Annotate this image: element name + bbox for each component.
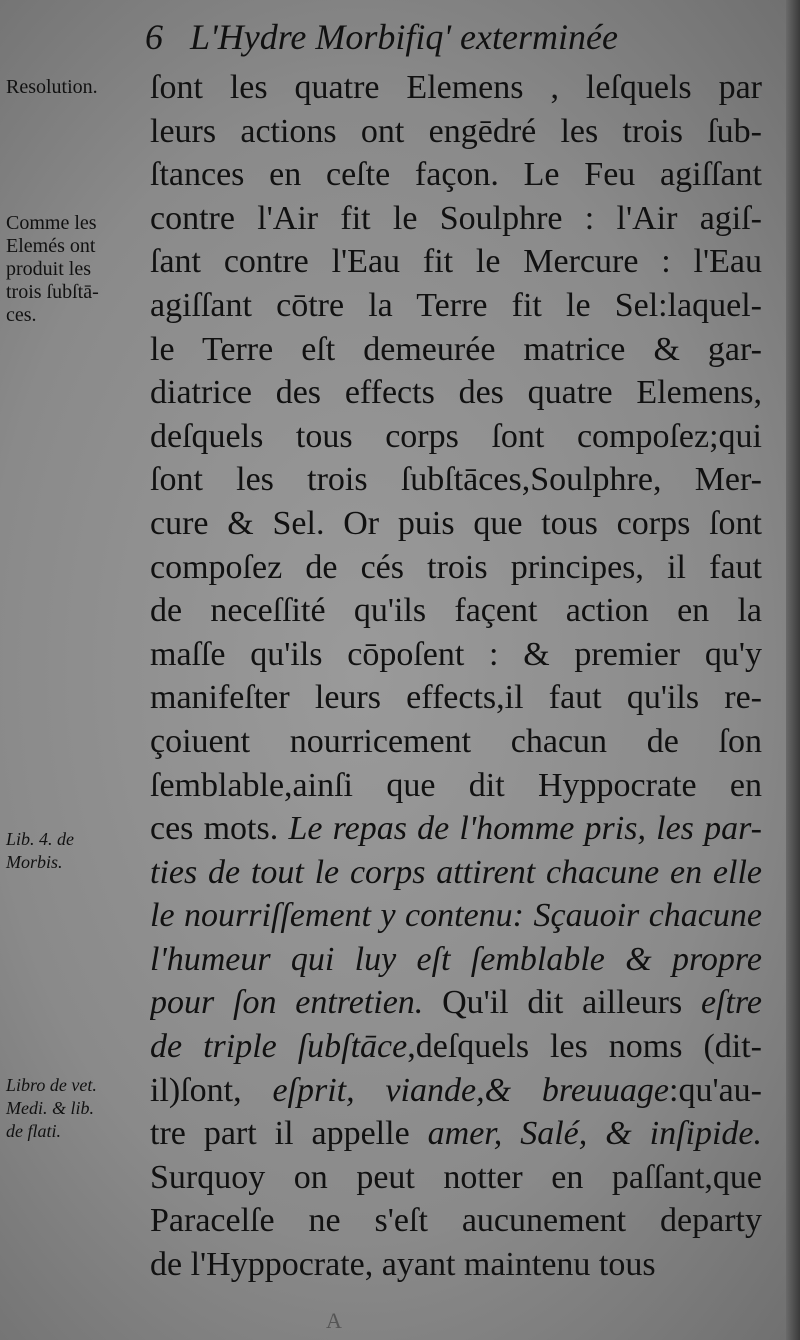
margin-note-line: Comme les [6, 212, 97, 234]
margin-note-line: Medi. & lib. [6, 1098, 94, 1118]
signature-mark: A [326, 1308, 342, 1333]
italic-quote-segment: pour ſon entretien. [150, 984, 424, 1022]
text-line [150, 458, 762, 502]
text-line [150, 894, 762, 938]
text-segment: de l'Hyppocrate, ayant maintenu tous [150, 1246, 656, 1284]
margin-note-line: Morbis. [6, 852, 63, 872]
text-segment: ſont les trois ſubſtāces,Soulphre, Mer- [150, 461, 762, 499]
margin-note-line: Libro de vet. [6, 1075, 97, 1095]
text-segment: çoiuent nourricement chacun de ſon [150, 722, 762, 760]
text-line [150, 66, 762, 110]
text-segment: ſont les quatre Elemens , leſquels par [150, 69, 762, 106]
text-line [150, 851, 762, 895]
italic-quote-segment: le nourriſſement y contenu: Sçauoir chacune [150, 897, 762, 935]
text-line [150, 633, 762, 677]
margin-note-resolution [6, 76, 146, 99]
text-line [150, 110, 762, 154]
text-line [150, 415, 762, 459]
text-segment: ces mots. [150, 810, 289, 848]
text-line [150, 328, 762, 372]
running-header [145, 14, 618, 60]
text-line [150, 153, 762, 197]
text-line [150, 1156, 762, 1200]
page-number: 6 [145, 17, 163, 57]
text-segment: il)ſont, [150, 1071, 273, 1109]
text-segment: :qu'au- [669, 1071, 762, 1109]
text-line [150, 589, 762, 633]
text-line [150, 938, 762, 982]
margin-note-lib-4-de-morbis [6, 828, 146, 874]
margin-note-line: ces. [6, 304, 37, 326]
text-segment: ſtances en ceſte façon. Le Feu agiſſant [150, 156, 762, 194]
text-line [150, 371, 762, 415]
text-line [150, 720, 762, 764]
italic-quote-segment: l'humeur qui luy eſt ſemblable & propre [150, 940, 762, 978]
italic-quote-segment: eſprit, viande,& breuuage [272, 1071, 670, 1109]
text-line [150, 1199, 762, 1243]
text-line [150, 764, 762, 808]
margin-note-line: produit les [6, 258, 91, 280]
text-segment: manifeſter leurs effects,il faut qu'ils re- [150, 679, 762, 717]
italic-quote-segment: de triple ſubſtāce [150, 1028, 408, 1066]
text-segment: diatrice des effects des quatre Elemens, [150, 374, 762, 412]
text-segment: ſant contre l'Eau fit le Mercure : l'Eau [150, 243, 762, 281]
text-segment: contre l'Air fit le Soulphre : l'Air agiſ- [150, 199, 762, 237]
text-line [150, 1069, 762, 1113]
text-segment: ,deſquels les noms (dit- [407, 1028, 762, 1066]
running-title: L'Hydre Morbifiq' exterminée [190, 17, 618, 57]
text-line [150, 1025, 762, 1069]
text-line [150, 502, 762, 546]
text-line [150, 197, 762, 241]
italic-quote-segment: ties de tout le corps attirent chacune en elle [150, 853, 762, 891]
margin-note-line: Lib. 4. de [6, 829, 75, 849]
body-text [150, 66, 762, 1287]
text-line [150, 1243, 762, 1287]
text-line [150, 807, 762, 851]
text-line [150, 284, 762, 328]
text-segment: maſſe qu'ils cōpoſent : & premier qu'y [150, 635, 762, 673]
text-segment: de neceſſité qu'ils façent action en la [150, 592, 762, 630]
text-segment: Qu'il dit ailleurs [423, 984, 701, 1022]
margin-note-line: de flati. [6, 1121, 61, 1141]
text-segment: compoſez de cés trois principes, il faut [150, 548, 762, 586]
margin-note-line: Elemés ont [6, 235, 96, 257]
text-segment: ſemblable,ainſi que dit Hyppocrate en [150, 766, 762, 804]
italic-quote-segment: eſtre [700, 984, 762, 1022]
text-line [150, 1112, 762, 1156]
text-line [150, 240, 762, 284]
italic-quote-segment: amer, Salé, & inſipide. [427, 1115, 762, 1153]
text-segment: Surquoy on peut notter en paſſant,que [150, 1158, 762, 1196]
text-line [150, 676, 762, 720]
text-segment: le Terre eſt demeurée matrice & gar- [150, 330, 762, 368]
margin-note-line: trois ſubſtā- [6, 281, 99, 303]
text-segment: cure & Sel. Or puis que tous corps ſont [150, 504, 762, 542]
margin-note-line: Resolution. [6, 76, 98, 98]
text-segment: agiſſant cōtre la Terre fit le Sel:laquel- [150, 286, 762, 324]
text-line [150, 546, 762, 590]
margin-note-comme-les-elemens [6, 212, 146, 327]
page-edge [786, 0, 800, 1340]
text-segment: Paracelſe ne s'eſt aucunement departy [150, 1202, 762, 1240]
text-segment: leurs actions ont engēdré les trois ſub- [150, 112, 762, 150]
text-line [150, 981, 762, 1025]
margin-note-libro-de-vet [6, 1074, 146, 1143]
text-segment: tre part il appelle [150, 1115, 428, 1153]
italic-quote-segment: Le repas de l'homme pris, les par- [288, 810, 762, 848]
text-segment: deſquels tous corps ſont compoſez;qui [150, 417, 762, 455]
